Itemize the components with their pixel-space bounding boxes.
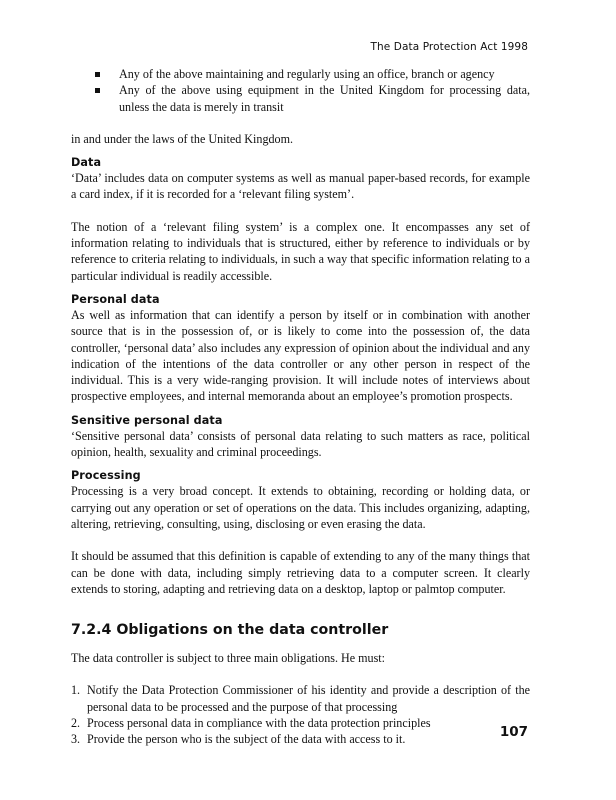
list-item [119,82,530,115]
intro-tail: in and under the laws of the United Kingdom. [71,131,294,146]
list-item-text: Process personal data in compliance with the data protection principles [87,716,431,731]
paragraph: The notion of a ‘relevant filing system’ is a complex one. It encompasses any set of information relating to individuals that is structured, either by reference to individuals or by reference to criteria relating to individuals, in such a way that specific information relating to a particular individual is readily accessible. [71,219,530,283]
page-number: 107 [499,724,528,740]
list-item [71,682,530,715]
obligations-list [71,682,530,747]
list-item-text: Provide the person who is the subject of the data with access to it. [87,732,406,747]
list-number: 3. [71,732,81,747]
paragraph: Processing is a very broad concept. It extends to obtaining, recording or holding data, or carrying out any operation or set of operations on the data. This includes organizing, adapting, altering, retrieving, consulting, using, disclosing or even erasing the data. [71,484,530,531]
section-heading-personal-data: Personal data [71,292,160,306]
section-heading-obligations: 7.2.4 Obligations on the data controller [71,622,389,639]
page-body [71,66,530,748]
paragraph: ‘Sensitive personal data’ consists of personal data relating to such matters as race, political opinion, health, sexuality and criminal proceedings. [71,428,530,460]
paragraph: It should be assumed that this definition is capable of extending to any of the many things that can be done with data, including simply retrieving data to a computer screen. It clearly extends to storing, adapting and retrieving data on a desktop, laptop or palmtop computer. [71,549,530,596]
section-heading-sensitive-personal-data: Sensitive personal data [71,413,223,427]
bullet-square-icon [95,88,100,93]
section-heading-processing: Processing [71,469,141,483]
bullet-text: Any of the above using equipment in the United Kingdom for processing data, unless the data is merely in transit [119,83,530,114]
list-number: 1. [71,683,81,698]
bullet-text: Any of the above maintaining and regularly using an office, branch or agency [119,67,495,81]
paragraph: ‘Data’ includes data on computer systems as well as manual paper-based records, for example a card index, if it is recorded for a ‘relevant filing system’. [71,171,530,202]
list-number: 2. [71,716,81,731]
bullet-square-icon [95,72,100,77]
section-heading-data: Data [71,156,102,170]
paragraph: The data controller is subject to three main obligations. He must: [71,651,386,666]
list-item [71,715,530,731]
intro-bullet-list [71,66,530,115]
list-item [119,66,530,82]
list-item-text: Notify the Data Protection Commissioner of his identity and provide a description of the personal data to be processed and the purpose of that processing [87,683,530,714]
paragraph: As well as information that can identify a person by itself or in combination with another source that is in the possession of, or is likely to come into the possession of, the data controller, ‘personal data’ also includes any expression of opinion about the individual and any indication of the intentions of the data controller or any other person in respect of the individual. This is a very wide-ranging provision. It will include notes of interviews about prospective employees, and internal memoranda about an employee’s promotion prospects. [71,307,530,404]
running-title: The Data Protection Act 1998 [370,41,528,53]
list-item [71,731,530,747]
